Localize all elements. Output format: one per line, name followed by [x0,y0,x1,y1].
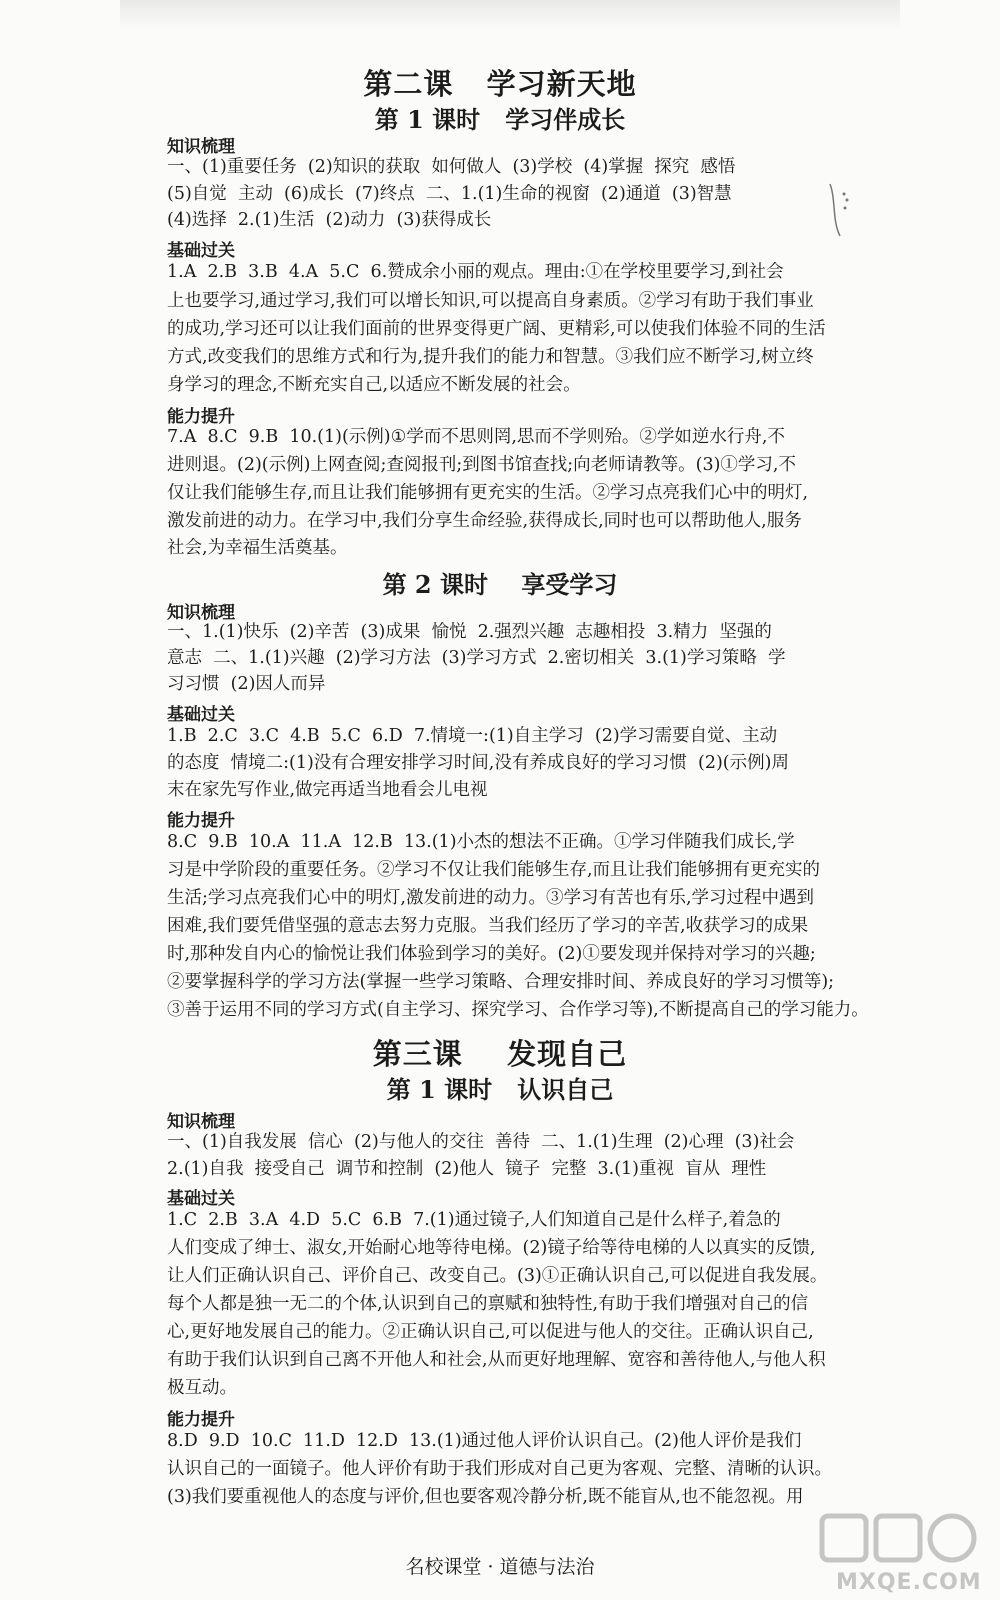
ch3-lesson-1-title: 第 1 课时 认识自己 [386,1075,614,1104]
ch2l2-knowledge-line-1: 一、1.(1)快乐 (2)辛苦 (3)成果 愉悦 2.强烈兴趣 志趣相投 3.精力 坚强的 [167,622,772,642]
ch3l1-basic-line-2: 人们变成了绅士、淑女,开始耐心地等待电梯。(2)镜子给等待电梯的人以真实的反馈, [167,1238,816,1258]
heading-knowledge: 知识梳理 [167,603,235,623]
ch3l1-ability-line-3: (3)我们要重视他人的态度与评价,但也要客观冷静分析,既不能盲从,也不能忽视。用 [167,1487,804,1507]
ch2l1-ability-line-1: 7.A 8.C 9.B 10.(1)(示例)①学而不思则罔,思而不学则殆。②学如逆水行舟,不 [167,427,785,447]
ch2l1-knowledge-line-2: (5)自觉 主动 (6)成长 (7)终点 二、1.(1)生命的视窗 (2)通道 (3)智慧 [167,184,732,204]
ch2l2-basic-line-3: 末在家先写作业,做完再适当地看会儿电视 [167,780,488,800]
heading-knowledge: 知识梳理 [167,137,235,157]
ch2l2-ability-line-4: 困难,我们要凭借坚强的意志去努力克服。当我们经历了学习的辛苦,收获学习的成果 [167,916,809,936]
ch2l2-ability-line-7: ③善于运用不同的学习方式(自主学习、探究学习、合作学习等),不断提高自己的学习能力。 [167,1000,869,1020]
ch3l1-basic-line-4: 每个人都是独一无二的个体,认识到自己的禀赋和独特性,有助于我们增强对自己的信 [167,1294,809,1314]
ch2l1-ability-line-3: 仅让我们能够生存,而且让我们能够拥有更充实的生活。②学习点亮我们心中的明灯, [167,483,809,503]
ch2l2-basic-line-1: 1.B 2.C 3.C 4.B 5.C 6.D 7.情境一:(1)自主学习 (2)学习需要自觉、主动 [167,726,778,746]
chapter-2-title: 第二课 学习新天地 [363,67,637,101]
page-footer: 名校课堂 · 道德与法治 [405,1556,595,1578]
heading-knowledge: 知识梳理 [167,1112,235,1132]
ch3l1-basic-line-7: 极互动。 [167,1378,237,1398]
ch2l1-knowledge-line-3: (4)选择 2.(1)生活 (2)动力 (3)获得成长 [167,210,492,230]
ch2l2-ability-line-6: ②要掌握科学的学习方法(掌握一些学习策略、合理安排时间、养成良好的学习习惯等); [167,972,835,992]
ch2l2-basic-line-2: 的态度 情境二:(1)没有合理安排学习时间,没有养成良好的学习习惯 (2)(示例)周 [167,753,789,773]
ch2-lesson-1-title: 第 1 课时 学习伴成长 [374,105,626,134]
ch2l1-basic-line-5: 身学习的理念,不断充实自己,以适应不断发展的社会。 [167,375,581,395]
ch3l1-ability-line-1: 8.D 9.D 10.C 11.D 12.D 13.(1)通过他人评价认识自己。(2)他人评价是我们 [167,1431,802,1451]
ch2l1-knowledge-line-1: 一、(1)重要任务 (2)知识的获取 如何做人 (3)学校 (4)掌握 探究 感悟 [167,157,736,177]
ch3l1-basic-line-3: 让人们正确认识自己、评价自己、改变自己。(3)①正确认识自己,可以促进自我发展。 [167,1266,828,1286]
heading-ability: 能力提升 [167,1410,235,1430]
ch2l2-ability-line-3: 生活;学习点亮我们心中的明灯,激发前进的动力。③学习有苦也有乐,学习过程中遇到 [167,888,815,908]
ch2l2-knowledge-line-3: 习习惯 (2)因人而异 [167,674,326,694]
ch2l2-ability-line-5: 时,那种发自内心的愉悦让我们体验到学习的美好。(2)①要发现并保持对学习的兴趣; [167,944,816,964]
ch2l1-basic-line-1: 1.A 2.B 3.B 4.A 5.C 6.赞成余小丽的观点。理由:①在学校里要学习,到社会 [167,262,784,282]
ch2l2-ability-line-2: 习是中学阶段的重要任务。②学习不仅让我们能够生存,而且让我们能够拥有更充实的 [167,860,821,880]
heading-ability: 能力提升 [167,811,235,831]
ch3l1-basic-line-1: 1.C 2.B 3.A 4.D 5.C 6.B 7.(1)通过镜子,人们知道自己是什么样子,着急的 [167,1210,781,1230]
ch2-lesson-2-title: 第 2 课时 享受学习 [382,570,618,599]
page-edge-mark-icon [826,180,856,240]
heading-ability: 能力提升 [167,407,235,427]
heading-basic: 基础过关 [167,1189,235,1209]
watermark-logo-icon [816,1508,984,1572]
ch2l1-ability-line-5: 社会,为幸福生活奠基。 [167,538,348,558]
ch3l1-knowledge-line-1: 一、(1)自我发展 信心 (2)与他人的交往 善待 二、1.(1)生理 (2)心理 (3)社会 [167,1132,795,1152]
watermark-text: MXQE.COM [836,1570,982,1595]
scan-shadow [120,0,900,30]
ch3l1-knowledge-line-2: 2.(1)自我 接受自己 调节和控制 (2)他人 镜子 完整 3.(1)重视 盲从 理性 [167,1159,767,1179]
ch2l2-knowledge-line-2: 意志 二、1.(1)兴趣 (2)学习方法 (3)学习方式 2.密切相关 3.(1)学习策略 学 [167,648,786,668]
heading-basic: 基础过关 [167,705,235,725]
heading-basic: 基础过关 [167,241,235,261]
ch3l1-basic-line-5: 心,更好地发展自己的能力。②正确认识自己,可以促进与他人的交往。正确认识自己, [167,1322,814,1342]
ch2l1-ability-line-2: 进则退。(2)(示例)上网查阅;查阅报刊;到图书馆查找;向老师请教等。(3)①学习,不 [167,455,796,475]
ch2l1-basic-line-2: 上也要学习,通过学习,我们可以增长知识,可以提高自身素质。②学习有助于我们事业 [167,291,814,311]
site-watermark [816,1508,984,1596]
ch2l1-basic-line-4: 方式,改变我们的思维方式和行为,提升我们的能力和智慧。③我们应不断学习,树立终 [167,347,814,367]
chapter-3-title: 第三课 发现自己 [372,1037,628,1071]
ch3l1-ability-line-2: 认识自己的一面镜子。他人评价有助于我们形成对自己更为客观、完整、清晰的认识。 [167,1459,832,1479]
ch2l2-ability-line-1: 8.C 9.B 10.A 11.A 12.B 13.(1)小杰的想法不正确。①学习伴随我们成长,学 [167,832,795,852]
ch2l1-ability-line-4: 激发前进的动力。在学习中,我们分享生命经验,获得成长,同时也可以帮助他人,服务 [167,511,802,531]
ch3l1-basic-line-6: 有助于我们认识到自己离不开他人和社会,从而更好地理解、宽容和善待他人,与他人积 [167,1350,826,1370]
ch2l1-basic-line-3: 的成功,学习还可以让我们面前的世界变得更广阔、更精彩,可以使我们体验不同的生活 [167,319,826,339]
